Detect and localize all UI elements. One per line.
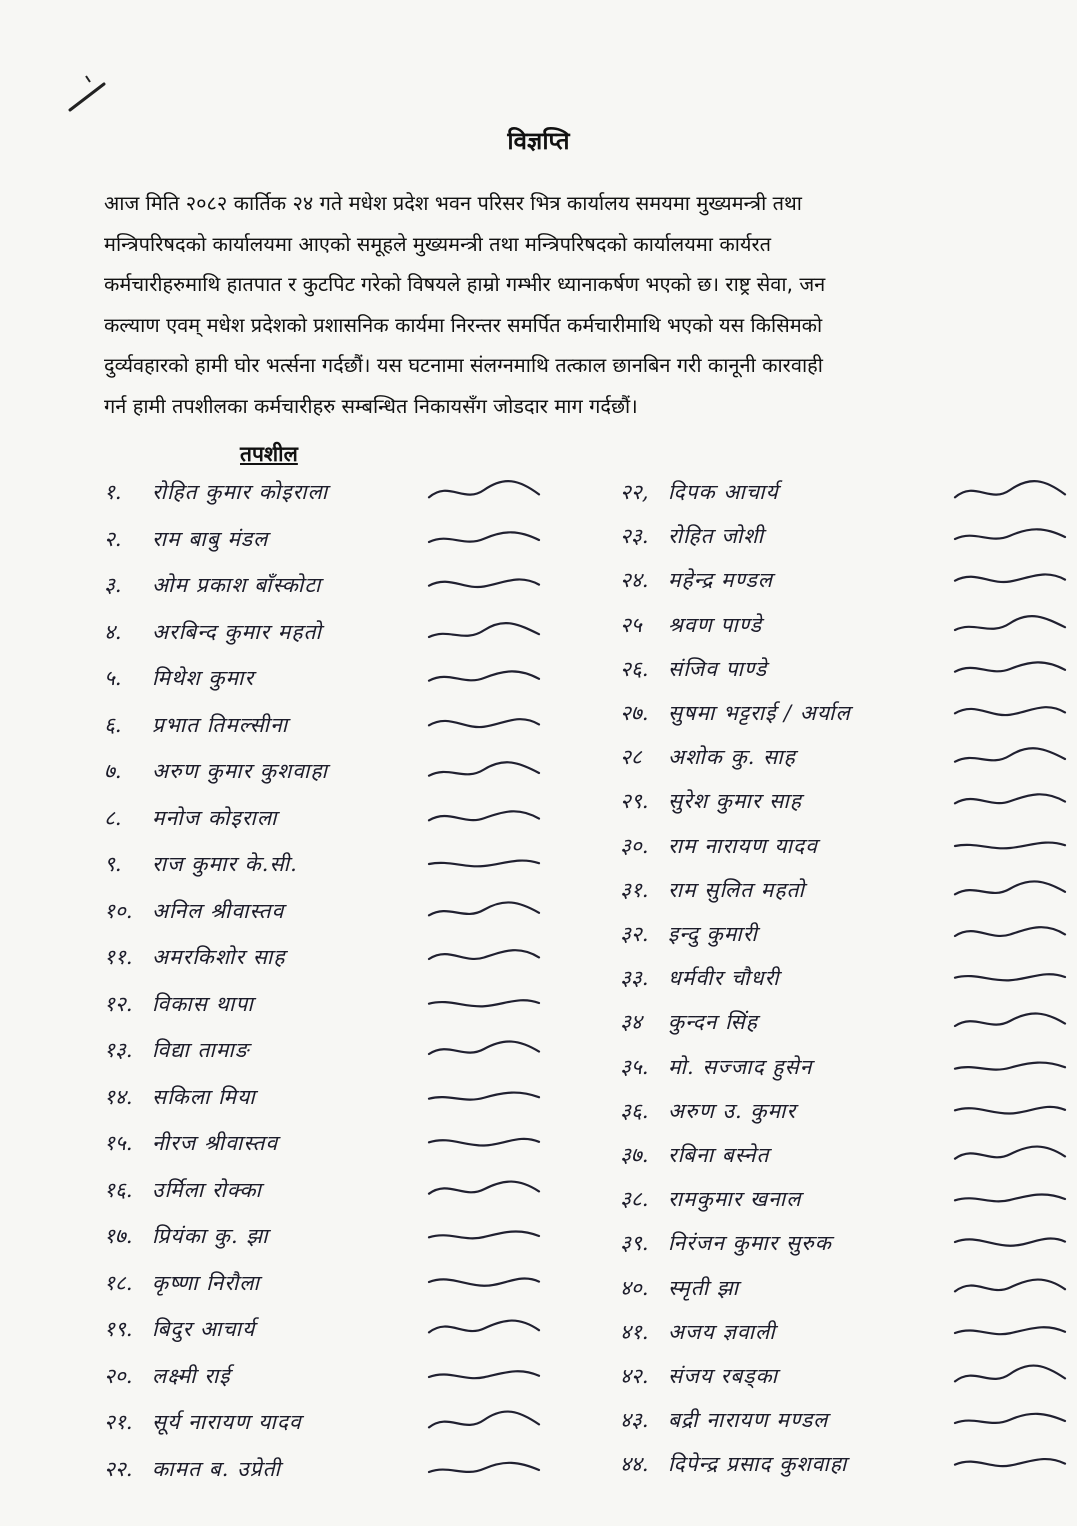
entry-number: २२. [104,1456,133,1481]
entry-number: ३. [104,573,122,597]
signatory-entry [620,478,1077,512]
entry-number: ४०. [620,1275,649,1300]
entry-number: ४३. [620,1408,649,1433]
body-line: गर्न हामी तपशीलका कर्मचारीहरु सम्बन्धित निकायसँग जोडदार माग गर्दछौं। [104,393,638,418]
entry-number: २२, [620,480,649,504]
entry-number: ९. [104,852,122,876]
entry-number: ३३. [620,966,649,991]
signatory-entry [104,1036,574,1070]
signature-mark [950,647,1070,687]
signatory-entry [620,1053,1077,1087]
signatory-name: दिपेन्द्र प्रसाद कुशवाहा [668,1452,848,1477]
signature-mark [950,824,1070,864]
signatory-name: अरुण उ. कुमार [668,1098,797,1123]
entry-number: ५. [104,666,122,690]
entry-number: १६. [104,1177,133,1202]
signature-mark [424,703,544,743]
entry-number: १९. [104,1317,133,1341]
signatory-name: अरुण कुमार कुशवाहा [152,759,328,783]
signatory-name: स्मृती झा [668,1275,740,1300]
body-line: कल्याण एवम् मधेश प्रदेशको प्रशासनिक कार्यमा निरन्तर समर्पित कर्मचारीमाथि भएको यस किसिमको [104,312,823,337]
signatory-name: संजिव पाण्डे [668,656,768,681]
entry-number: ३९. [620,1231,649,1256]
entry-number: ८. [104,805,122,830]
signatory-name: निरंजन कुमार सुरुक [668,1231,832,1256]
signatory-name: रामकुमार खनाल [668,1187,802,1212]
body-line: दुर्व्यवहारको हामी घोर भर्त्सना गर्दछौं। यस घटनामा संलग्नमाथि तत्काल छानबिन गरी कानूनी कारवाही [104,353,823,377]
signature-mark [424,796,544,836]
entry-number: ३२. [620,922,649,946]
entry-number: ४१. [620,1319,649,1344]
signature-mark [424,1354,544,1394]
signatory-entry [620,1406,1077,1440]
signatory-entry [104,897,574,931]
entry-number: ११. [104,945,133,969]
entry-number: १३. [104,1038,133,1062]
signature-mark [950,956,1070,996]
entry-number: १०. [104,898,133,923]
signatory-name: धर्मवीर चौधरी [668,966,780,991]
signature-mark [424,935,544,975]
signatory-entry [620,920,1077,954]
signatory-name: महेन्द्र मण्डल [668,568,774,593]
signature-mark [424,749,544,789]
signatory-entry [620,1097,1077,1131]
signatory-name: अनिल श्रीवास्तव [152,898,285,923]
entry-number: ७. [104,759,122,783]
signature-mark [424,1214,544,1254]
signatory-entry [620,1450,1077,1484]
signature-mark [950,1221,1070,1261]
signature-mark [950,868,1070,908]
signatory-entry [620,964,1077,998]
signature-mark [950,1266,1070,1306]
signatory-entry [104,804,574,838]
signatory-name: रबिना बस्नेत [668,1143,770,1167]
body-line: कर्मचारीहरुमाथि हातपात र कुटपिट गरेको विषयले हाम्रो गम्भीर ध्यानाकर्षण भएको छ। राष्ट्र सेवा, जन [104,272,826,296]
signatory-name: लक्ष्मी राई [152,1363,231,1388]
signature-mark [424,1400,544,1440]
signatory-entry [104,711,574,745]
signatory-entry [104,1083,574,1117]
signatory-entry [104,1315,574,1349]
signatory-entry [620,611,1077,645]
entry-number: ३५. [620,1054,649,1079]
signatory-entry [104,850,574,884]
signatory-entry [104,478,574,512]
signatory-entry [620,876,1077,910]
signatory-list-right [620,478,1077,1518]
signatory-entry [620,699,1077,733]
signature-mark [950,735,1070,775]
signature-mark [424,517,544,557]
entry-number: ३१. [620,877,649,902]
list-heading: तपशील [240,442,298,466]
entry-number: २५ [620,612,642,637]
signature-mark [950,1133,1070,1173]
signatory-name: ओम प्रकाश बाँस्कोटा [152,573,322,597]
signatory-entry [620,743,1077,777]
entry-number: १२. [104,991,133,1016]
signatory-entry [104,943,574,977]
entry-number: २१. [104,1410,133,1434]
pen-mark-icon [66,70,110,114]
signature-mark [950,1398,1070,1438]
signature-mark [950,603,1070,643]
notice-body [104,183,976,426]
document-title: विज्ञप्ति [507,127,570,155]
signatory-entry [104,571,574,605]
signatory-name: राम नारायण यादव [668,833,818,858]
signatory-entry [104,1176,574,1210]
entry-number: १. [104,480,122,504]
signatory-name: कुन्दन सिंह [668,1010,758,1035]
signature-mark [424,610,544,650]
signatory-name: मनोज कोइराला [152,805,278,830]
signature-mark [950,1177,1070,1217]
signatory-name: प्रभात तिमल्सीना [152,712,289,737]
signatory-entry [620,832,1077,866]
entry-number: ४. [104,619,122,644]
signature-mark [950,1045,1070,1085]
entry-number: १८. [104,1270,133,1295]
signatory-entry [104,525,574,559]
signature-mark [950,912,1070,952]
entry-number: ४२. [620,1364,649,1388]
entry-number: १७. [104,1224,133,1248]
signatory-entry [104,1455,574,1489]
signatory-name: उर्मिला रोक्का [152,1177,262,1202]
signatory-name: बिदुर आचार्य [152,1317,256,1341]
signatory-entry [104,1129,574,1163]
entry-number: २८ [620,745,642,770]
signatory-entry [620,787,1077,821]
signature-mark [424,1168,544,1208]
signatory-name: अजय ज्ञवाली [668,1319,776,1344]
signatory-name: सकिला मिया [152,1084,256,1109]
entry-number: ३६. [620,1098,649,1123]
signature-mark [424,656,544,696]
entry-number: १५. [104,1131,133,1155]
entry-number: २७. [620,701,649,725]
signature-mark [424,889,544,929]
signatory-entry [620,522,1077,556]
signatory-name: अरबिन्द कुमार महतो [152,619,322,644]
signature-mark [424,1447,544,1487]
signature-mark [424,470,544,510]
signatory-entry [620,655,1077,689]
signatory-name: रोहित कुमार कोइराला [152,480,329,504]
signatory-name: संजय रबड्का [668,1364,779,1388]
signature-mark [950,1000,1070,1040]
signatory-name: अशोक कु. साह [668,745,796,770]
entry-number: २९. [620,789,649,814]
signatory-name: मिथेश कुमार [152,666,255,690]
signatory-name: राज कुमार के.सी. [152,852,298,876]
entry-number: २४. [620,568,649,593]
signatory-entry [104,757,574,791]
signature-mark [950,779,1070,819]
signature-mark [424,1028,544,1068]
signatory-name: राम सुलित महतो [668,877,805,902]
entry-number: ३८. [620,1187,649,1212]
signature-mark [950,1354,1070,1394]
signature-mark [424,1261,544,1301]
signatory-entry [620,1229,1077,1263]
signatory-name: दिपक आचार्य [668,480,779,504]
signature-mark [424,842,544,882]
entry-number: १४. [104,1084,133,1109]
signature-mark [950,558,1070,598]
entry-number: ३४ [620,1010,642,1035]
signatory-name: रोहित जोशी [668,524,765,549]
signatory-entry [104,1362,574,1396]
entry-number: २६. [620,656,649,681]
signatory-name: विकास थापा [152,991,254,1016]
body-line: आज मिति २०८२ कार्तिक २४ गते मधेश प्रदेश भवन परिसर भित्र कार्यालय समयमा मुख्यमन्त्री तथा [104,191,802,215]
signatory-name: इन्दु कुमारी [668,922,758,946]
signature-mark [424,1307,544,1347]
signatory-name: सुरेश कुमार साह [668,789,802,814]
signature-mark [950,1310,1070,1350]
signature-mark [950,1089,1070,1129]
signatory-entry [620,1362,1077,1396]
signatory-name: श्रवण पाण्डे [668,612,762,637]
entry-number: २. [104,526,122,551]
signatory-name: प्रियंका कु. झा [152,1224,269,1248]
signatory-entry [620,566,1077,600]
signatory-name: सूर्य नारायण यादव [152,1410,302,1434]
signatory-entry [104,1222,574,1256]
signature-mark [424,1075,544,1115]
signatory-entry [104,990,574,1024]
signatory-name: अमरकिशोर साह [152,945,286,969]
entry-number: २३. [620,524,649,549]
signatory-entry [104,1408,574,1442]
signature-mark [424,563,544,603]
signatory-entry [620,1008,1077,1042]
signature-mark [950,470,1070,510]
signatory-name: कामत ब. उप्रेती [152,1456,281,1481]
signatory-entry [620,1318,1077,1352]
signatory-name: विद्या तामाङ [152,1038,250,1062]
entry-number: ६. [104,712,122,737]
entry-number: ३७. [620,1143,649,1167]
signatory-entry [104,664,574,698]
signatory-list-left [104,478,574,1518]
entry-number: २०. [104,1363,133,1388]
signatory-name: मो. सज्जाद हुसेन [668,1054,813,1079]
signatory-entry [620,1274,1077,1308]
signatory-entry [620,1185,1077,1219]
signature-mark [950,514,1070,554]
signatory-entry [104,1269,574,1303]
signatory-entry [620,1141,1077,1175]
signature-mark [950,1442,1070,1482]
signatory-name: सुषमा भट्टराई / अर्याल [668,701,851,725]
body-line: मन्त्रिपरिषदको कार्यालयमा आएको समूहले मुख्यमन्त्री तथा मन्त्रिपरिषदको कार्यालयमा कार्यरत [104,231,772,256]
signature-mark [424,1121,544,1161]
signature-mark [424,982,544,1022]
signature-mark [950,691,1070,731]
signatory-name: बद्री नारायण मण्डल [668,1408,829,1433]
signatory-entry [104,618,574,652]
signatory-name: राम बाबु मंडल [152,526,269,551]
entry-number: ३०. [620,833,649,858]
entry-number: ४४. [620,1452,649,1477]
signatory-name: नीरज श्रीवास्तव [152,1131,279,1155]
signatory-name: कृष्णा निरौला [152,1270,260,1295]
